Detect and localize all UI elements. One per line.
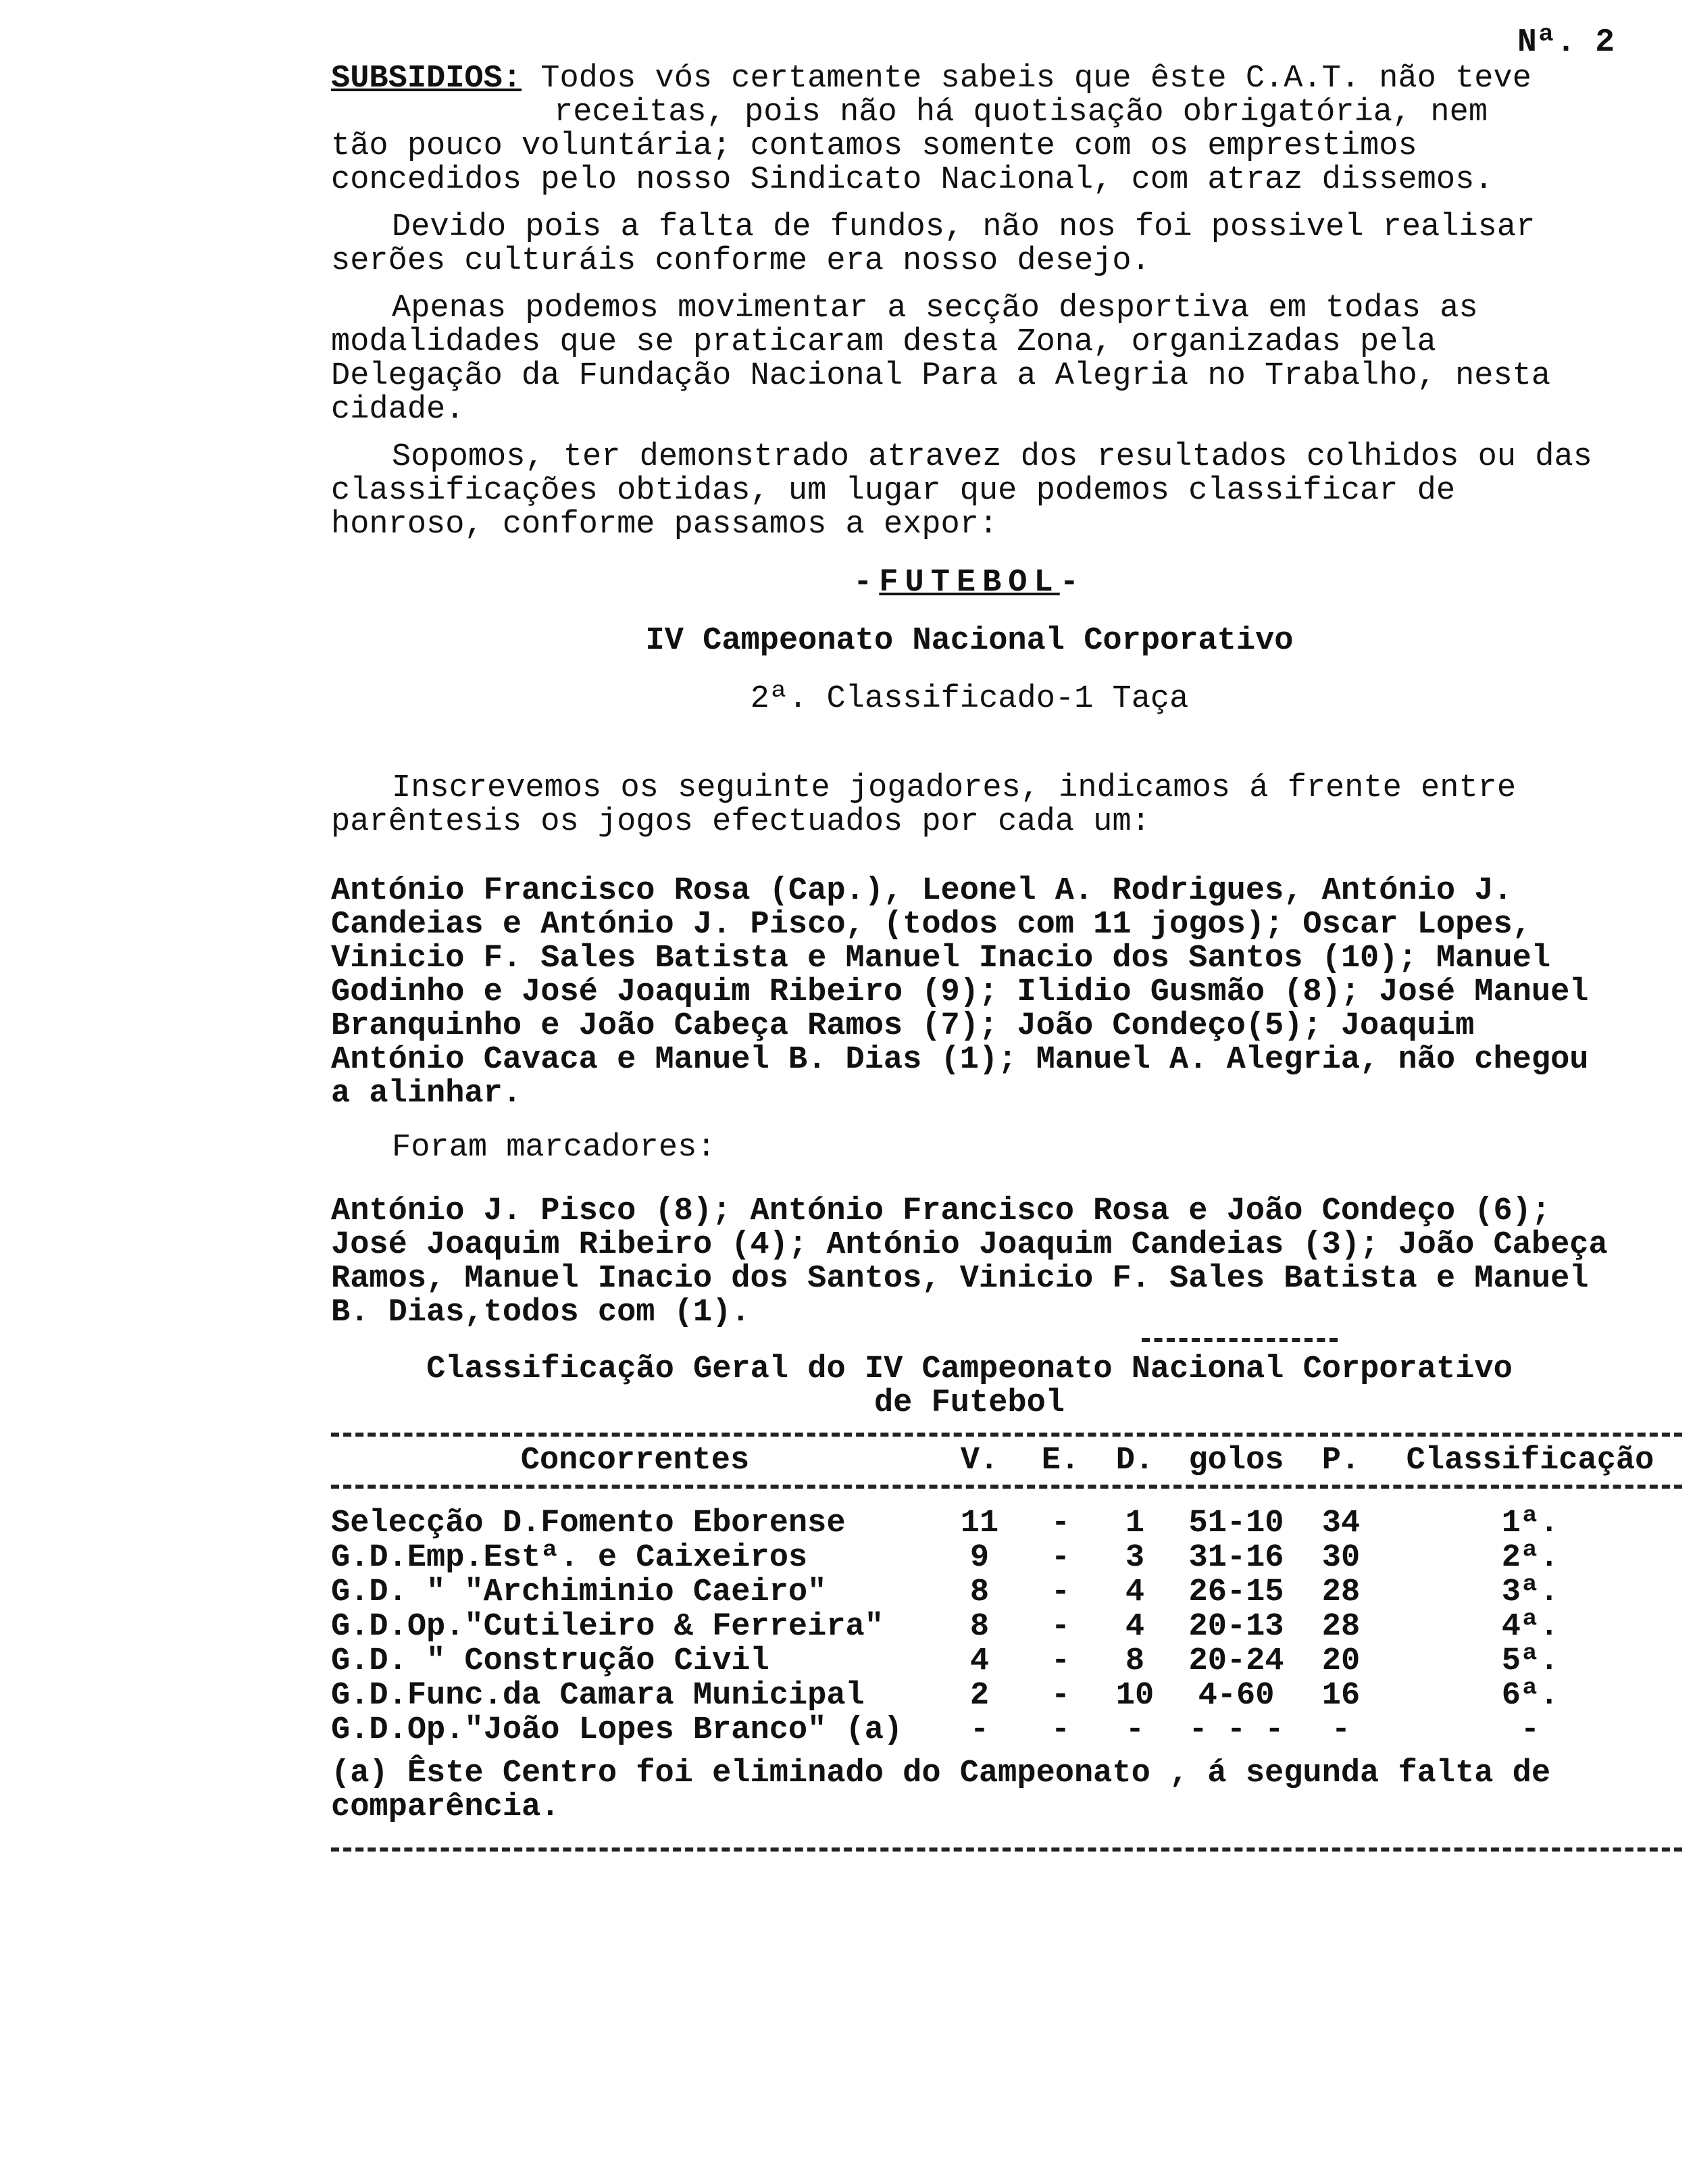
- row-d: 4: [1125, 1574, 1145, 1610]
- table-row: [331, 1713, 1682, 1747]
- row-golos: 26-15: [1188, 1574, 1284, 1610]
- header-classificacao: Classificação: [1406, 1442, 1654, 1479]
- row-team: G.D.Op."João Lopes Branco" (a): [331, 1712, 903, 1748]
- row-golos: - - -: [1188, 1712, 1284, 1748]
- row-d: 8: [1125, 1643, 1145, 1679]
- row-p: 34: [1321, 1505, 1361, 1541]
- row-classificacao: 1ª.: [1501, 1505, 1559, 1541]
- row-team: G.D. " Construção Civil: [331, 1643, 769, 1679]
- header-concorrentes: Concorrentes: [520, 1442, 750, 1479]
- row-team: Selecção D.Fomento Eborense: [331, 1505, 846, 1541]
- row-v: 11: [960, 1505, 999, 1541]
- table-row: [331, 1575, 1682, 1610]
- row-e: -: [1050, 1505, 1071, 1541]
- row-golos: 31-16: [1188, 1539, 1284, 1576]
- row-d: -: [1125, 1712, 1145, 1748]
- row-classificacao: 4ª.: [1501, 1608, 1559, 1645]
- subsidios-line-2: receitas, pois não há quotisação obrigatória, nem: [554, 95, 1488, 130]
- row-golos: 20-13: [1188, 1608, 1284, 1645]
- row-team: G.D.Op."Cutileiro & Ferreira": [331, 1608, 884, 1645]
- row-team: G.D.Func.da Camara Municipal: [331, 1677, 865, 1714]
- table-title-line-2: de Futebol: [873, 1385, 1065, 1421]
- row-golos: 20-24: [1188, 1643, 1284, 1679]
- row-classificacao: 3ª.: [1501, 1574, 1559, 1610]
- row-p: 28: [1321, 1574, 1361, 1610]
- paragraph-funds: Devido pois a falta de fundos, não nos foi possivel realisar serões culturáis conforme era nosso desejo.: [331, 209, 1536, 279]
- row-d: 3: [1125, 1539, 1145, 1576]
- table-row: [331, 1541, 1682, 1575]
- row-e: -: [1050, 1677, 1071, 1714]
- row-v: 8: [969, 1608, 990, 1645]
- separator-rule: [1142, 1338, 1338, 1342]
- header-v: V.: [960, 1442, 999, 1479]
- paragraph-sports: Apenas podemos movimentar a secção desportiva em todas as modalidades que se praticaram desta Zona, organizadas pela Delegação da Fundação Nacional Para a Alegria no Trabalho, nesta cidade.: [331, 291, 1551, 428]
- row-v: 9: [969, 1539, 990, 1576]
- row-e: -: [1050, 1643, 1071, 1679]
- table-header-row: [331, 1443, 1682, 1478]
- row-classificacao: 5ª.: [1501, 1643, 1559, 1679]
- row-v: 8: [969, 1574, 990, 1610]
- row-e: -: [1050, 1608, 1071, 1645]
- row-e: -: [1050, 1574, 1071, 1610]
- subsidios-heading: SUBSIDIOS:: [331, 61, 522, 97]
- row-classificacao: 6ª.: [1501, 1677, 1559, 1714]
- page-number: Nª. 2: [1517, 24, 1615, 61]
- classification-table-body: [331, 1506, 1682, 1747]
- row-p: -: [1331, 1712, 1351, 1748]
- row-p: 30: [1321, 1539, 1361, 1576]
- inscrevemos-paragraph: Inscrevemos os seguinte jogadores, indicamos á frente entre parêntesis os jogos efectuados por cada um:: [331, 770, 1517, 840]
- row-team: G.D.Emp.Estª. e Caixeiros: [331, 1539, 808, 1576]
- players-list: António Francisco Rosa (Cap.), Leonel A. Rodrigues, António J. Candeias e António J. Pisco, (todos com 11 jogos); Oscar Lopes, Vinicio F. Sales Batista e Manuel Inacio dos Santos (10); Manuel Godinho e José Joaquim Ribeiro (9); Ilidio Gusmão (8); José Manuel Branquinho e João Cabeça Ramos (7); João Condeço(5); Joaquim António Cavaca e Manuel B. Dias (1); Manuel A. Alegria, não chegou a alinhar.: [331, 873, 1589, 1112]
- row-d: 4: [1125, 1608, 1145, 1645]
- header-golos: golos: [1188, 1442, 1284, 1479]
- table-title-line-1: Classificação Geral do IV Campeonato Nacional Corporativo: [426, 1351, 1513, 1387]
- campeonato-title: IV Campeonato Nacional Corporativo: [645, 623, 1294, 659]
- classification-table: [331, 1443, 1682, 1478]
- table-row: [331, 1679, 1682, 1713]
- row-d: 10: [1115, 1677, 1155, 1714]
- table-row: [331, 1610, 1682, 1644]
- row-golos: 4-60: [1198, 1677, 1275, 1714]
- subsidios-line-1: [331, 62, 1608, 96]
- row-e: -: [1050, 1712, 1071, 1748]
- row-classificacao: -: [1520, 1712, 1540, 1748]
- document-body: [331, 61, 1654, 1852]
- classificado-line: 2ª. Classificado-1 Taça: [750, 681, 1189, 717]
- row-v: 4: [969, 1643, 990, 1679]
- table-row: [331, 1506, 1682, 1541]
- row-p: 28: [1321, 1608, 1361, 1645]
- row-p: 16: [1321, 1677, 1361, 1714]
- table-header-rule: [331, 1485, 1682, 1489]
- row-v: 2: [969, 1677, 990, 1714]
- futebol-heading-text: FUTEBOL: [879, 565, 1060, 601]
- table-footnote: (a) Êste Centro foi eliminado do Campeonato , á segunda falta de comparência.: [331, 1756, 1551, 1825]
- table-top-rule: [331, 1433, 1682, 1437]
- row-golos: 51-10: [1188, 1505, 1284, 1541]
- futebol-heading: -FUTEBOL-: [853, 565, 1086, 601]
- row-team: G.D. " "Archiminio Caeiro": [331, 1574, 827, 1610]
- scorers-list: António J. Pisco (8); António Francisco Rosa e João Condeço (6); José Joaquim Ribeiro (4); António Joaquim Candeias (3); João Cabeça Ramos, Manuel Inacio dos Santos, Vinicio F. Sales Batista e Manuel B. Dias,todos com (1).: [331, 1193, 1608, 1331]
- row-e: -: [1050, 1539, 1071, 1576]
- header-d: D.: [1115, 1442, 1155, 1479]
- marcadores-title: Foram marcadores:: [392, 1130, 716, 1166]
- header-p: P.: [1321, 1442, 1361, 1479]
- subsidios-text-1: Todos vós certamente sabeis que êste C.A.T. não teve: [540, 61, 1531, 97]
- row-classificacao: 2ª.: [1501, 1539, 1559, 1576]
- table-row: [331, 1644, 1682, 1679]
- subsidios-rest: tão pouco voluntária; contamos somente com os emprestimos concedidos pelo nosso Sindicato Nacional, com atraz dissemos.: [331, 128, 1494, 198]
- paragraph-results: Sopomos, ter demonstrado atravez dos resultados colhidos ou das classificações obtidas, um lugar que podemos classificar de honroso, conforme passamos a expor:: [331, 439, 1592, 543]
- row-p: 20: [1321, 1643, 1361, 1679]
- header-e: E.: [1041, 1442, 1080, 1479]
- table-bottom-rule: [331, 1847, 1682, 1852]
- row-v: -: [969, 1712, 990, 1748]
- row-d: 1: [1125, 1505, 1145, 1541]
